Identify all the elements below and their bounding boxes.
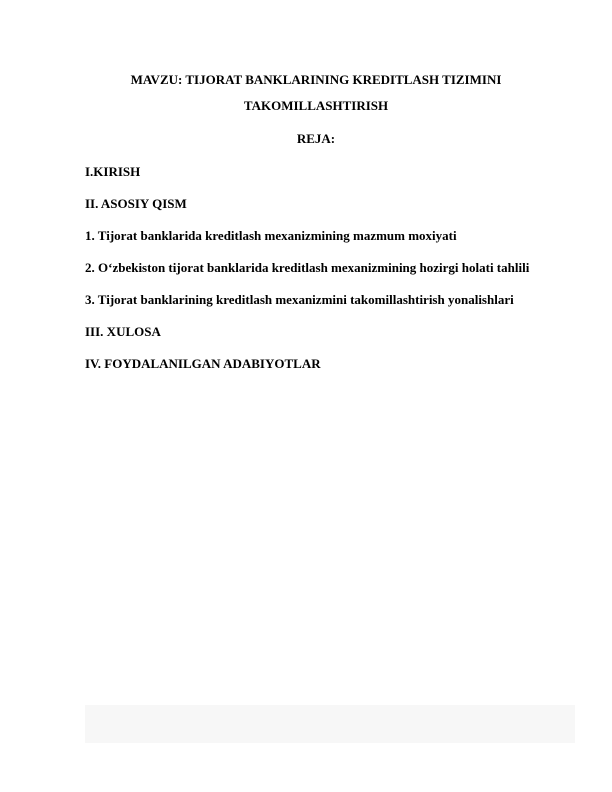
plan-item-introduction: I.KIRISH bbox=[85, 164, 141, 179]
plan-item-references: IV. FOYDALANILGAN ADABIYOTLAR bbox=[85, 356, 321, 371]
plan-item-conclusion: III. XULOSA bbox=[85, 324, 161, 339]
plan-item-section-2: 2. O‘zbekiston tijorat banklarida kreditlash mexanizmining hozirgi holati tahlili bbox=[85, 260, 530, 275]
document-title-line-1: MAVZU: TIJORAT BANKLARINING KREDITLASH TIZIMINI bbox=[130, 72, 502, 87]
plan-item-section-3: 3. Tijorat banklarining kreditlash mexanizmini takomillashtirish yonalishlari bbox=[85, 292, 514, 307]
plan-item-main-part: II. ASOSIY QISM bbox=[85, 196, 187, 211]
plan-heading: REJA: bbox=[296, 131, 336, 146]
plan-item-section-1: 1. Tijorat banklarida kreditlash mexanizmining mazmum moxiyati bbox=[85, 228, 457, 243]
document-title-line-2: TAKOMILLASHTIRISH bbox=[243, 98, 389, 113]
footer-band bbox=[85, 705, 575, 743]
